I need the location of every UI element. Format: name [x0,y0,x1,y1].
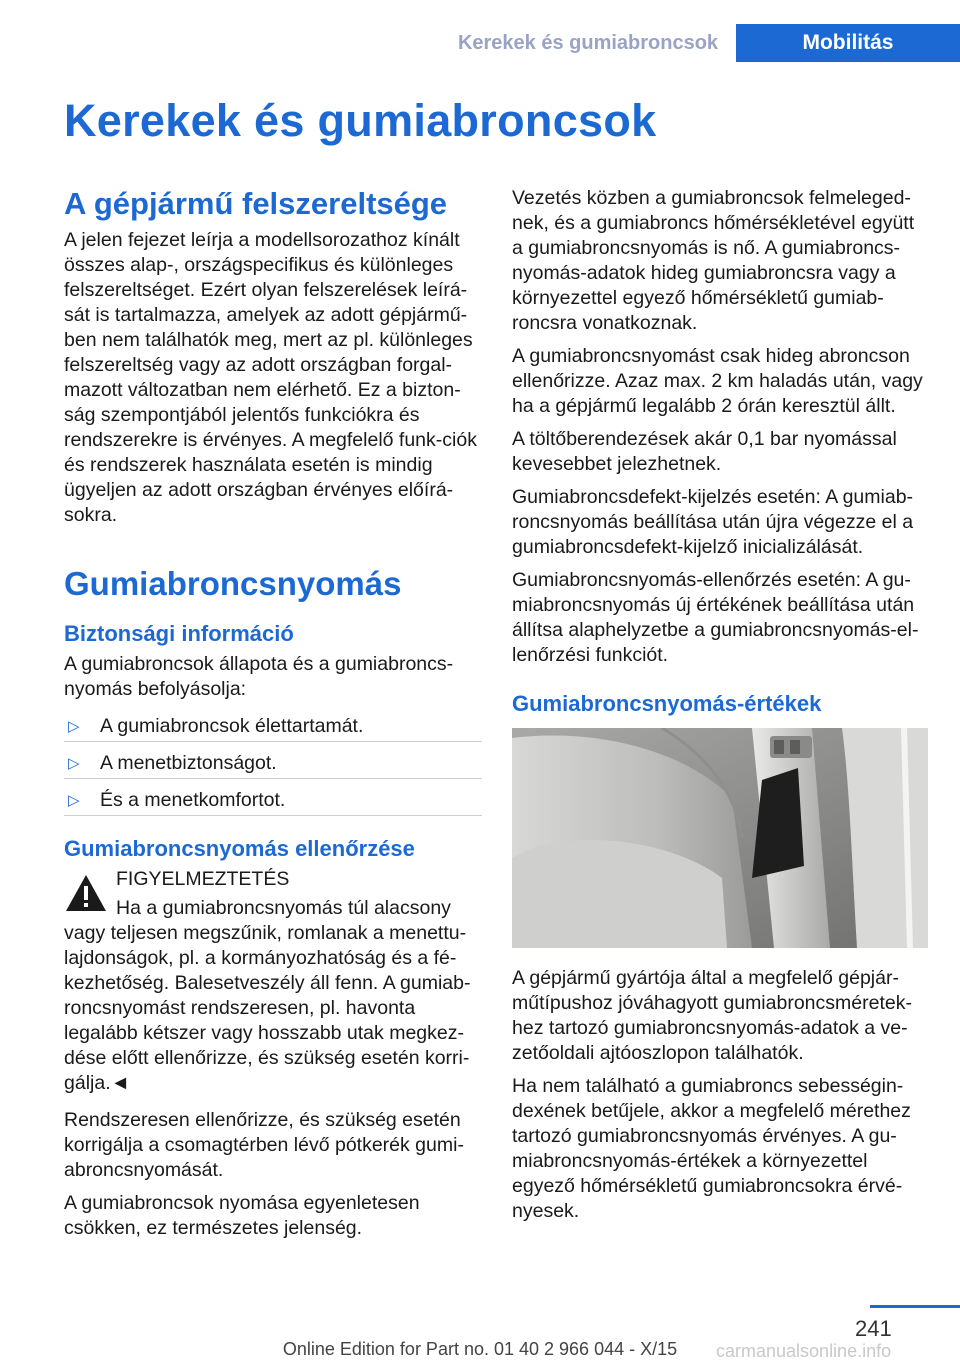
warning-text: Ha a gumiabroncsnyomás túl alacsony vagy teljesen megszűnik, romlanak a menettu-lajdonságok, pl. a kormányozhatóság és a fé-kezhetőség. Balesetveszély áll fenn. A gumiab-roncsnyomást rendszeresen, pl. havonta legalább kétszer vagy hosszabb utak megkez-dése előtt ellenőrizze, és szükség esetén korri-gálja.◄ [64,897,471,1094]
door-pillar-photo [512,728,928,948]
triangle-bullet-icon: ▷ [68,792,80,809]
watermark: carmanualsonline.info [716,1341,892,1361]
warning-title: FIGYELMEZTETÉS [116,868,290,890]
loss-text: A gumiabroncsok nyomása egyenletesen csökken, ez természetes jelenség. [64,1192,420,1239]
list-item: ▷ A gumiabroncsok élettartamát. [64,714,482,739]
warm-tire-text: Vezetés közben a gumiabroncsok felmeleged-nek, és a gumiabroncs hőmérsékletével együtt a gumiabroncsnyomás is nő. A gumiabroncs-nyomás-adatok hideg gumiabroncsra vagy a környezettel egyező hőmérsékletű gumiab-roncsra vonatkoznak. [512,187,915,334]
right-column [512,186,930,1232]
page-title: Kerekek és gumiabroncsok [64,95,657,146]
triangle-bullet-icon: ▷ [68,718,80,735]
safety-list [64,714,482,813]
left-column [64,186,482,1249]
cold-check-text: A gumiabroncsnyomást csak hideg abroncson ellenőrizze. Azaz max. 2 km haladás után, vagy ha a gépjármű legalább 2 órán keresztül állt. [512,345,923,417]
list-item: ▷ És a menetkomfortot. [64,788,482,813]
equipment-text: A jelen fejezet leírja a modellsorozathoz kínált összes alap-, országspecifikus és különleges felszereltséget. Ezért olyan felszerelések leírá-sát is tartalmazza, amelyek az adott gépjármű-ben nem találhatók meg, mert az pl. különleges felszereltség vagy az adott országban forgal-mazott változatban nem elérhető. Ez a bizton-ság szempontjából jelentős funkciókra és rendszerekre is érvényes. A megfelelő funk-ciók és rendszerek használata esetén is mindig ügyeljen az adott országban érvényes előírá-sokra. [64,229,477,526]
equipment-heading: A gépjármű felszereltsége [64,186,448,221]
warning-triangle-icon [64,873,108,913]
flat-tire-indicator-text: Gumiabroncsdefekt-kijelzés esetén: A gumiab-roncsnyomás beállítása után újra végezze el a gumiabroncsdefekt-kijelző inicializálását. [512,486,914,558]
door-label-location-text: A gépjármű gyártója által a megfelelő gépjár-műtípushoz jóváhagyott gumiabroncsméretek-hez tartozó gumiabroncsnyomás-adatok a ve-zetőoldali ajtóoszlopon találhatók. [512,967,912,1064]
values-heading: Gumiabroncsnyomás-értékek [512,691,822,716]
check-heading: Gumiabroncsnyomás ellenőrzése [64,836,415,861]
speed-index-text: Ha nem található a gumiabroncs sebességin-dexének betűjele, akkor a megfelelő mérethez tartozó gumiabroncsnyomás érvényes. A gu-miabroncsnyomás-értékek a környezettel egyező hőmérsékletű gumiabroncsokra érvé-nyesek. [512,1075,911,1222]
pressure-heading: Gumiabroncsnyomás [64,565,402,602]
footer-edition: Online Edition for Part no. 01 40 2 966 044 - X/15 [282,1339,678,1359]
filler-deviation-text: A töltőberendezések akár 0,1 bar nyomással kevesebbet jelezhetnek. [512,428,897,475]
warning-block [64,867,482,1096]
page-number: 241 [855,1316,892,1341]
safety-intro: A gumiabroncsok állapota és a gumiabroncs-nyomás befolyásolja: [64,653,454,700]
safety-heading: Biztonsági információ [64,621,294,646]
pressure-monitor-text: Gumiabroncsnyomás-ellenőrzés esetén: A gu-miabroncsnyomás új értékének beállítása után állítsa alaphelyzetbe a gumiabroncsnyomás-el-lenőrzési funkciót. [512,569,919,666]
spare-text: Rendszeresen ellenőrizze, és szükség esetén korrigálja a csomagtérben lévő pótkerék gumi-abroncsnyomását. [64,1109,464,1181]
list-item: ▷ A menetbiztonságot. [64,751,482,776]
header-chapter-tab: Mobilitás [736,24,960,62]
page-header [0,0,960,62]
footer-divider [870,1305,960,1308]
header-section-title: Kerekek és gumiabroncsok [457,31,719,54]
triangle-bullet-icon: ▷ [68,755,80,772]
